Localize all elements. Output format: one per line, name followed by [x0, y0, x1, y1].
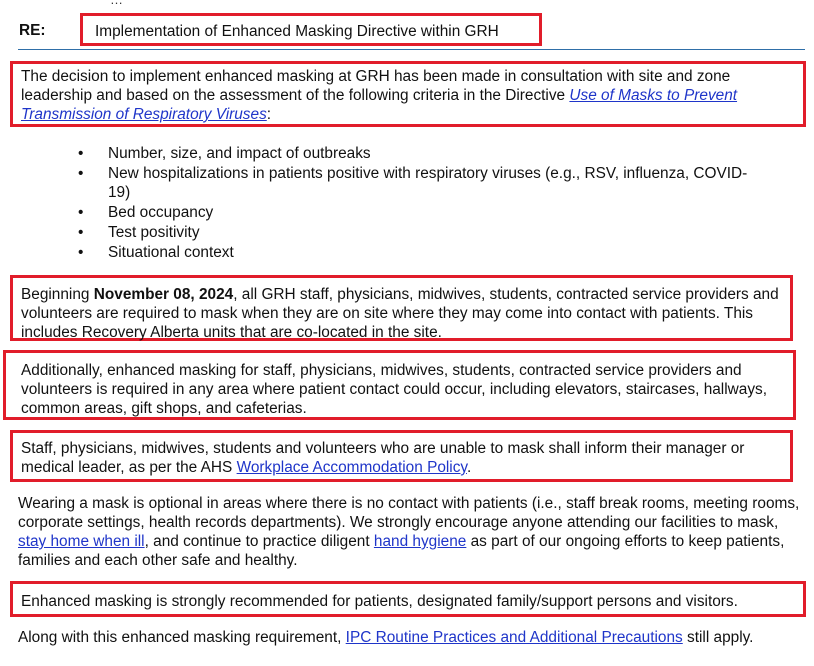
beginning-text: , all GRH staff, physicians, midwives, students, contracted service providers and volunteers are required to mask when they are on site where they may come into contact with patients. This includes Recovery Alberta units that are co-located in the site. [21, 286, 779, 341]
masks-directive-link[interactable]: Use of Masks to Prevent Transmission of Respiratory Viruses [21, 87, 738, 123]
additionally-highlight-box [3, 350, 796, 420]
optional-text-1: Wearing a mask is optional in areas where there is no contact with patients (i.e., staff break rooms, meeting rooms, corporate settings, health records departments). We strongly encourage anyone attending our facilities to mask, [18, 495, 800, 531]
list-item: • Test positivity [78, 223, 758, 243]
optional-masking-paragraph [18, 494, 800, 570]
subject-highlight-box [80, 13, 542, 46]
clipped-header-text [110, 0, 123, 7]
workplace-accommodation-link[interactable]: Workplace Accommodation Policy [236, 459, 467, 476]
recommended-highlight-box [10, 581, 806, 617]
list-item: • Number, size, and impact of outbreaks [78, 144, 758, 164]
intro-text: The decision to implement enhanced masking at GRH has been made in consultation with site and zone leadership and based on the assessment of the following criteria in the Directive [21, 68, 731, 104]
list-item: • New hospitalizations in patients positive with respiratory viruses (e.g., RSV, influenza, COVID-19) [78, 164, 758, 203]
stay-home-link[interactable]: stay home when ill [18, 533, 145, 550]
additionally-text: Additionally, enhanced masking for staff, physicians, midwives, students, contracted service providers and volunteers is required in any area where patient contact could occur, including elevators, staircases, hallways, common areas, gift shops, and cafeterias. [21, 362, 767, 417]
optional-text-3: as part of our ongoing efforts to keep patients, families and each other safe and healthy. [18, 533, 785, 569]
accommodation-text: Staff, physicians, midwives, students and volunteers who are unable to mask shall inform their manager or medical leader, as per the AHS [21, 440, 745, 476]
optional-text-2: , and continue to practice diligent [144, 533, 374, 550]
re-label: RE: [19, 22, 46, 39]
intro-highlight-box [10, 61, 806, 127]
list-item: • Situational context [78, 243, 758, 263]
closing-text: Along with this enhanced masking requirement, [18, 629, 346, 646]
accommodation-suffix: . [466, 459, 472, 476]
closing-paragraph [18, 628, 798, 647]
hand-hygiene-link[interactable]: hand hygiene [373, 533, 467, 550]
intro-suffix: : [266, 106, 272, 123]
criteria-list [78, 144, 758, 263]
effective-date: November 08, 2024 [93, 286, 234, 303]
list-item: • Bed occupancy [78, 203, 758, 223]
accommodation-highlight-box [10, 430, 793, 482]
subject-line: Implementation of Enhanced Masking Directive within GRH [95, 23, 499, 40]
ipc-routine-practices-link[interactable]: IPC Routine Practices and Additional Precautions [345, 629, 683, 646]
beginning-highlight-box [10, 275, 793, 341]
recommended-text: Enhanced masking is strongly recommended for patients, designated family/support persons and visitors. [21, 593, 738, 610]
closing-suffix: still apply. [682, 629, 754, 646]
beginning-prefix: Beginning [21, 286, 94, 303]
header-divider [18, 49, 805, 50]
